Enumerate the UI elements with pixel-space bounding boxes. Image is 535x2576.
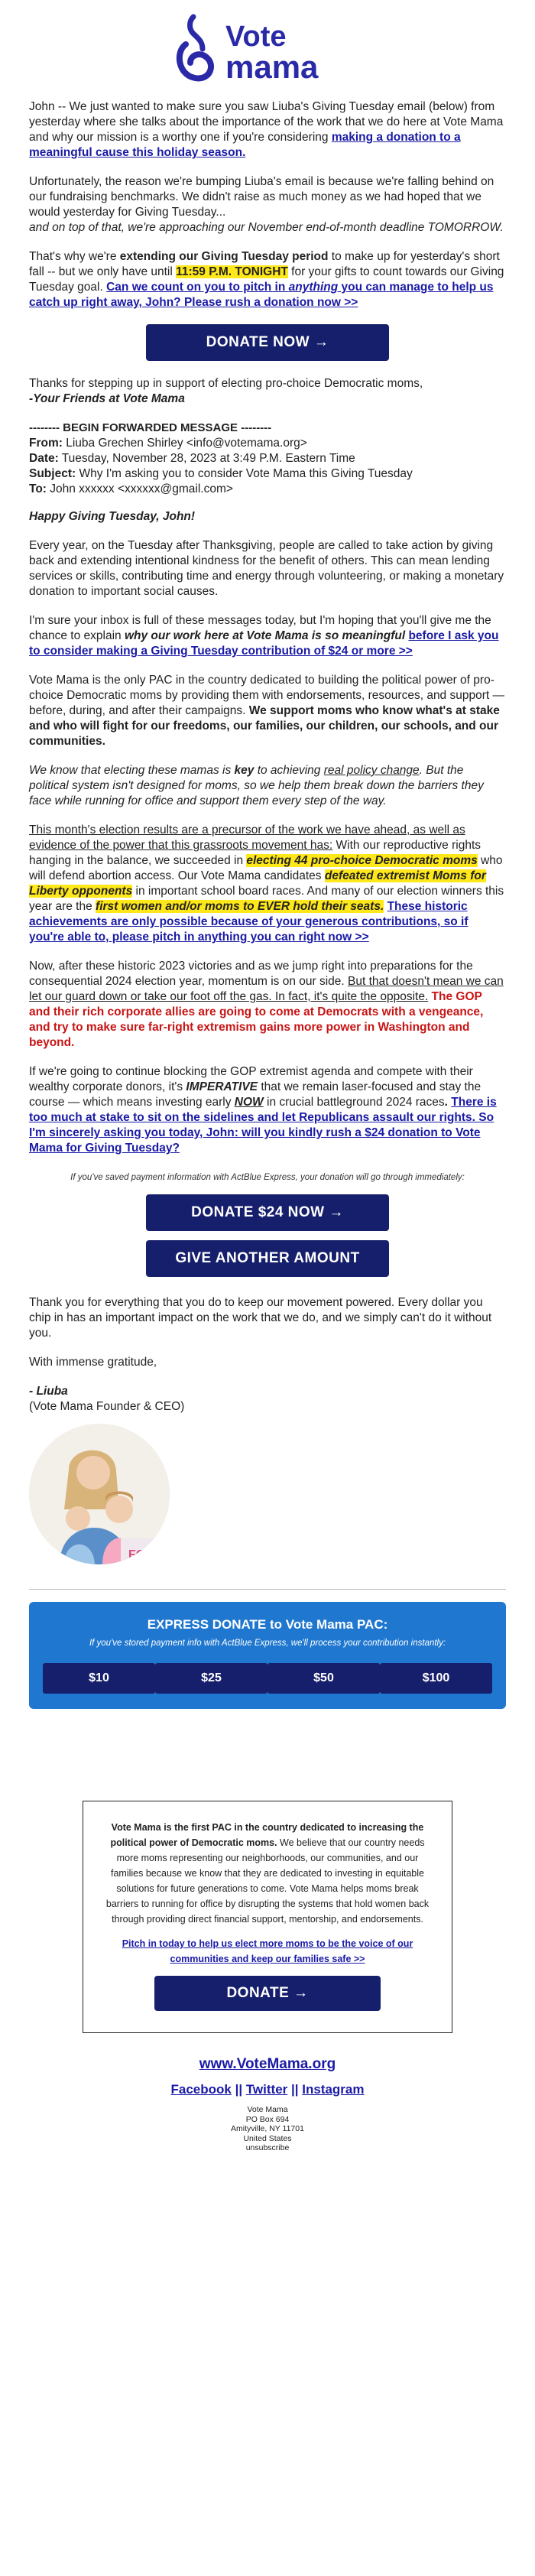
date-value: Tuesday, November 28, 2023 at 3:49 P.M. Eastern Time [58,452,355,465]
elect-more-moms-link[interactable]: Pitch in today to help us elect more moms to be the voice of our communities and keep our families safe >> [122,1938,413,1964]
letter-emphasis: NOW [234,1096,264,1109]
separator: || [231,2082,246,2097]
letter-text: We know that electing these mamas is [29,764,235,777]
intro-text: Unfortunately, the reason we're bumping Liuba's email is because we're falling behind on our fundraising benchmarks. We didn't raise as much money as we had hoped that we would yesterday for Giving Tuesday... [29,175,494,219]
highlight-first: first women and/or moms to EVER hold their seats. [96,900,384,913]
forwarded-headers [29,436,506,497]
gop-warning: The GOP and their rich corporate allies are going to come at Democrats with a vengeance, and try to make sure far-right extremism gains more power in Washington and beyond. [29,990,484,1049]
from-label: From: [29,437,63,450]
signoff-thanks: Thanks for stepping up in support of electing pro-choice Democratic moms, [29,377,423,390]
letter-paragraph-7 [29,1064,506,1156]
express-amounts [43,1663,492,1694]
letter-paragraph-1: Every year, on the Tuesday after Thanksgiving, people are called to take action by giving back and extending intentional kindness for the benefit of others. This can mean lending services or skills, contributing time and energy through volunteering, or making a monetary donation to important social causes. [29,539,504,598]
letter-text: that we remain laser-focused and stay the course — which means investing early [29,1080,481,1109]
highlight-elected: electing 44 pro-choice Democratic moms [246,854,478,867]
letter-text: in crucial battleground 2024 races [263,1096,445,1109]
give-another-wrap [29,1240,506,1277]
address-line: Vote Mama [247,2105,288,2114]
achievements-link[interactable]: These historic achievements are only possible because of your generous contributions, so if you're able to, please pitch in anything you can right now >> [29,900,469,944]
letter-text: Now, after these historic 2023 victories and as we jump right into preparations for the consequential 2024 election year, momentum is on our side. [29,960,473,988]
logo-text-vote: Vote [225,21,287,53]
express-100-button[interactable]: $100 [380,1663,492,1694]
address-line: Amityville, NY 11701 [231,2124,304,2133]
express-title: EXPRESS DONATE to Vote Mama PAC: [147,1617,388,1632]
svg-text:FOR: FOR [128,1548,154,1561]
founder-photo [29,1424,170,1564]
footer [0,2056,535,2179]
logo-text-mama: mama [225,49,319,84]
about-link-wrap [103,1936,432,1967]
actblue-note: If you've saved payment information with ActBlue Express, your donation will go through immediately: [70,1173,465,1182]
intro-paragraph-3 [29,249,506,310]
mailing-address [0,2105,535,2179]
letter-text: If we're going to continue blocking the GOP extremist agenda and compete with their wealthy corporate donors, it's [29,1065,473,1093]
about-bold: Vote Mama is the first PAC in the country dedicated to increasing the political power of Democratic moms. [110,1822,424,1848]
intro-text: That's why we're [29,250,120,263]
subject-label: Subject: [29,467,76,480]
intro-text: to make up for yesterday's short fall -- but we only have until [29,250,500,278]
letter-emphasis: We support moms who know what's at stake and who will fight for our freedoms, our families, our children, our schools, and our communities. [29,704,500,748]
address-line: United States [243,2133,292,2143]
about-paragraph [103,1820,432,1927]
express-50-button[interactable]: $50 [268,1663,380,1694]
founder-photo-image [29,1424,170,1564]
letter-underline: This month's election results are a precursor of the work we have ahead, as well as evidence of the power that this grassroots movement has: [29,823,465,852]
signature-title: (Vote Mama Founder & CEO) [29,1400,185,1413]
letter-emphasis: why our work here at Vote Mama is so meaningful [124,629,406,642]
date-label: Date: [29,452,59,465]
express-10-button[interactable]: $10 [43,1663,155,1694]
deadline-text: and on top of that, we're approaching our November end-of-month deadline TOMORROW. [29,221,504,234]
about-button-wrap [103,1976,432,2011]
letter-text: Vote Mama is the only PAC in the country dedicated to building the political power of pro-choice Democratic moms by providing them with endorsements, resources, and support — before, during, and after their campaigns. [29,674,504,717]
intro-section [0,99,535,1564]
logo-mark-icon [172,14,363,84]
letter-text: I'm sure your inbox is full of these messages today, but I'm hoping that you'll give me the chance to explain [29,614,491,642]
to-label: To: [29,482,47,495]
signoff-from: -Your Friends at Vote Mama [29,392,185,405]
greeting-text: Happy Giving Tuesday, John! [29,510,196,523]
intro-paragraph-2 [29,174,506,236]
address-line: PO Box 694 [245,2114,290,2124]
link-emphasis: anything [288,281,339,294]
link-text: you can manage to help us catch up right away, John? Please rush a donation now >> [29,281,494,309]
letter-text: . But the political system isn't designed for moms, so we help them break down the barriers they face while running for office and support them every step of the way. [29,764,484,807]
forwarded-banner: -------- BEGIN FORWARDED MESSAGE -------- [29,421,272,434]
letter-emphasis: IMPERATIVE [186,1080,258,1093]
letter-paragraph-3 [29,673,506,749]
extension-text: extending our Giving Tuesday period [119,250,329,263]
intro-text: for your gifts to count towards our Giving Tuesday goal. [29,265,504,294]
letter-text: in important school board races. And many of our election winners this year are the [29,885,504,913]
letter-underline: But that doesn't mean we can let our guard down or take our foot off the gas. In fact, it's quite the opposite. [29,975,504,1003]
to-value: John xxxxxx <xxxxxx@gmail.com> [46,482,233,495]
donate-now-wrap [29,324,506,361]
intro-text: John -- We just wanted to make sure you saw Liuba's Giving Tuesday email (below) from yesterday where she talks about the importance of the work that we do here at Vote Mama and why our mission is a worthy one if you're considering [29,100,504,144]
letter-text: to achieving [254,764,324,777]
signoff [29,376,506,407]
about-box [83,1801,452,2033]
closing-gratitude: With immense gratitude, [29,1356,157,1369]
unsubscribe-link[interactable]: unsubscribe [245,2143,290,2152]
subject-value: Why I'm asking you to consider Vote Mama this Giving Tuesday [76,467,413,480]
about-donate-button[interactable]: DONATE → [154,1976,381,2011]
express-donate-panel [29,1602,506,1709]
section-divider [29,1589,506,1590]
website-link[interactable]: www.VoteMama.org [199,2056,336,2072]
letter-greeting [29,509,506,525]
link-text: Can we count on you to pitch in [106,281,289,294]
ask-24-link[interactable]: There is too much at stake to sit on the sidelines and let Republicans assault our rights. So I'm sincerely asking you today, John: will you kindly rush a $24 donation to Vote Mama for Giving Tuesday? [29,1096,497,1155]
contribution-link[interactable]: before I ask you to consider making a Giving Tuesday contribution of $24 or more >> [29,629,499,658]
from-value: Liuba Grechen Shirley <info@votemama.org> [62,437,307,450]
letter-underline: real policy change [323,764,420,777]
letter-paragraph-6 [29,959,506,1051]
donate-24-button[interactable]: DONATE $24 NOW → [146,1194,389,1231]
donate-now-button[interactable]: DONATE NOW → [146,324,389,361]
letter-text: With our reproductive rights hanging in the balance, we succeeded in [29,839,481,867]
express-25-button[interactable]: $25 [155,1663,268,1694]
instagram-link[interactable]: Instagram [302,2082,365,2097]
about-text: We believe that our country needs more moms representing our neighborhoods, our communities, and our families because we know that they are dedicated to investing in equitable solutions for future generations to come. Vote Mama helps moms break barriers to running for office by disrupting the systems that hold women back through providing direct financial support, mentorship, and endorsements. [105,1837,430,1925]
closing-signature [29,1384,506,1415]
give-another-amount-button[interactable]: GIVE ANOTHER AMOUNT [146,1240,389,1277]
express-note: If you've stored payment info with ActBlue Express, we'll process your contribution instantly: [89,1639,446,1648]
social-links [0,2082,535,2097]
deadline-highlight: 11:59 P.M. TONIGHT [176,265,288,278]
donation-link-1[interactable]: making a donation to a meaningful cause this holiday season. [29,131,461,159]
highlight-defeated: defeated extremist Moms for Liberty opponents [29,869,486,898]
vote-mama-logo [0,0,535,99]
letter-paragraph-5 [29,823,506,945]
separator: || [287,2082,303,2097]
closing-paragraph: Thank you for everything that you do to keep our movement powered. Every dollar you chip in has an important impact on the work that we do, and we simply can't do it without you. [29,1296,492,1340]
intro-paragraph-1 [29,99,506,161]
letter-paragraph-2 [29,613,506,659]
facebook-link[interactable]: Facebook [170,2082,232,2097]
letter-emphasis: key [234,764,255,777]
letter-text: . [444,1096,452,1109]
signature-name: - Liuba [29,1385,68,1398]
letter-text: who will defend abortion access. Our Vote Mama candidates [29,854,503,882]
letter-paragraph-4 [29,763,506,809]
donate-24-wrap [29,1194,506,1231]
twitter-link[interactable]: Twitter [245,2082,288,2097]
